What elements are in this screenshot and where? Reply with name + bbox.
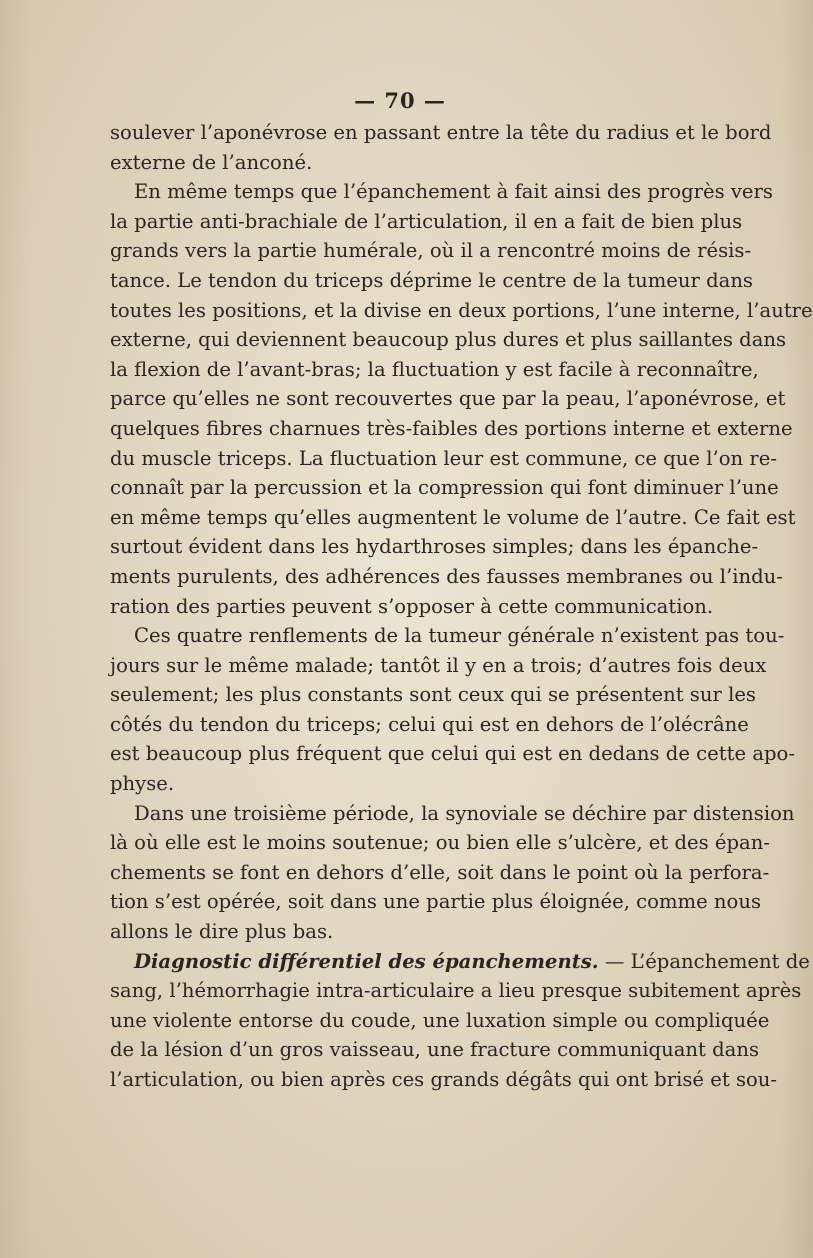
text-line: parce qu’elles ne sont recouvertes que par la peau, l’aponévrose, et	[110, 387, 786, 411]
text-line: sang, l’hémorrhagie intra-articulaire a lieu presque subitement après	[110, 979, 802, 1003]
text-line: grands vers la partie humérale, où il a rencontré moins de résis-	[110, 239, 752, 263]
text-line: l’articulation, ou bien après ces grands dégâts qui ont brisé et sou-	[110, 1068, 778, 1091]
text-line: tion s’est opérée, soit dans une partie plus éloignée, comme nous	[110, 890, 762, 914]
text-line: tance. Le tendon du triceps déprime le centre de la tumeur dans	[110, 268, 753, 292]
text-line: soulever l’aponévrose en passant entre la tête du radius et le bord	[110, 121, 772, 144]
text-line: là où elle est le moins soutenue; ou bien elle s’ulcère, et des épan-	[110, 831, 770, 855]
text-line: quelques fibres charnues très-faibles des portions interne et externe	[110, 416, 793, 440]
page-number: — 70 —	[354, 88, 446, 113]
text-line: côtés du tendon du triceps; celui qui est en dehors de l’olécrâne	[110, 712, 749, 736]
text-line: connaît par la percussion et la compression qui font diminuer l’une	[110, 476, 779, 500]
text-line: En même temps que l’épanchement à fait ainsi des progrès vers	[134, 180, 773, 204]
text-line: en même temps qu’elles augmentent le volume de l’autre. Ce fait est	[110, 505, 796, 529]
text-line	[110, 947, 810, 977]
text-line: du muscle triceps. La fluctuation leur est commune, ce que l’on re-	[110, 446, 777, 470]
text-line: surtout évident dans les hydarthroses simples; dans les épanche-	[110, 535, 759, 559]
text-line: physe.	[110, 772, 175, 796]
text-line: externe, qui deviennent beaucoup plus dures et plus saillantes dans	[110, 328, 787, 352]
text-line: la partie anti-brachiale de l’articulation, il en a fait de bien plus	[110, 209, 743, 233]
body-text	[110, 118, 813, 1095]
text-line: Ces quatre renflements de la tumeur générale n’existent pas tou-	[134, 624, 785, 648]
text-line: allons le dire plus bas.	[110, 920, 334, 944]
text-line: externe de l’anconé.	[110, 150, 313, 174]
text-line-rest: — L’épanchement de	[598, 949, 810, 973]
text-line: ration des parties peuvent s’opposer à cette communication.	[110, 594, 714, 618]
text-line: une violente entorse du coude, une luxation simple ou compliquée	[110, 1008, 770, 1032]
text-line: Dans une troisième période, la synoviale se déchire par distension	[134, 801, 795, 825]
text-line: chements se font en dehors d’elle, soit dans le point où la perfora-	[110, 860, 770, 884]
section-heading-italic: Diagnostic différentiel des épanchements.	[134, 949, 599, 973]
text-line: la flexion de l’avant-bras; la fluctuation y est facile à reconnaître,	[110, 357, 759, 381]
text-line: de la lésion d’un gros vaisseau, une fracture communiquant dans	[110, 1038, 759, 1062]
text-line: toutes les positions, et la divise en deux portions, l’une interne, l’autre	[110, 298, 813, 322]
text-line: est beaucoup plus fréquent que celui qui est en dedans de cette apo-	[110, 742, 795, 766]
text-line: seulement; les plus constants sont ceux qui se présentent sur les	[110, 683, 756, 707]
text-line: ments purulents, des adhérences des fausses membranes ou l’indu-	[110, 564, 783, 588]
text-line: jours sur le même malade; tantôt il y en a trois; d’autres fois deux	[110, 653, 767, 677]
